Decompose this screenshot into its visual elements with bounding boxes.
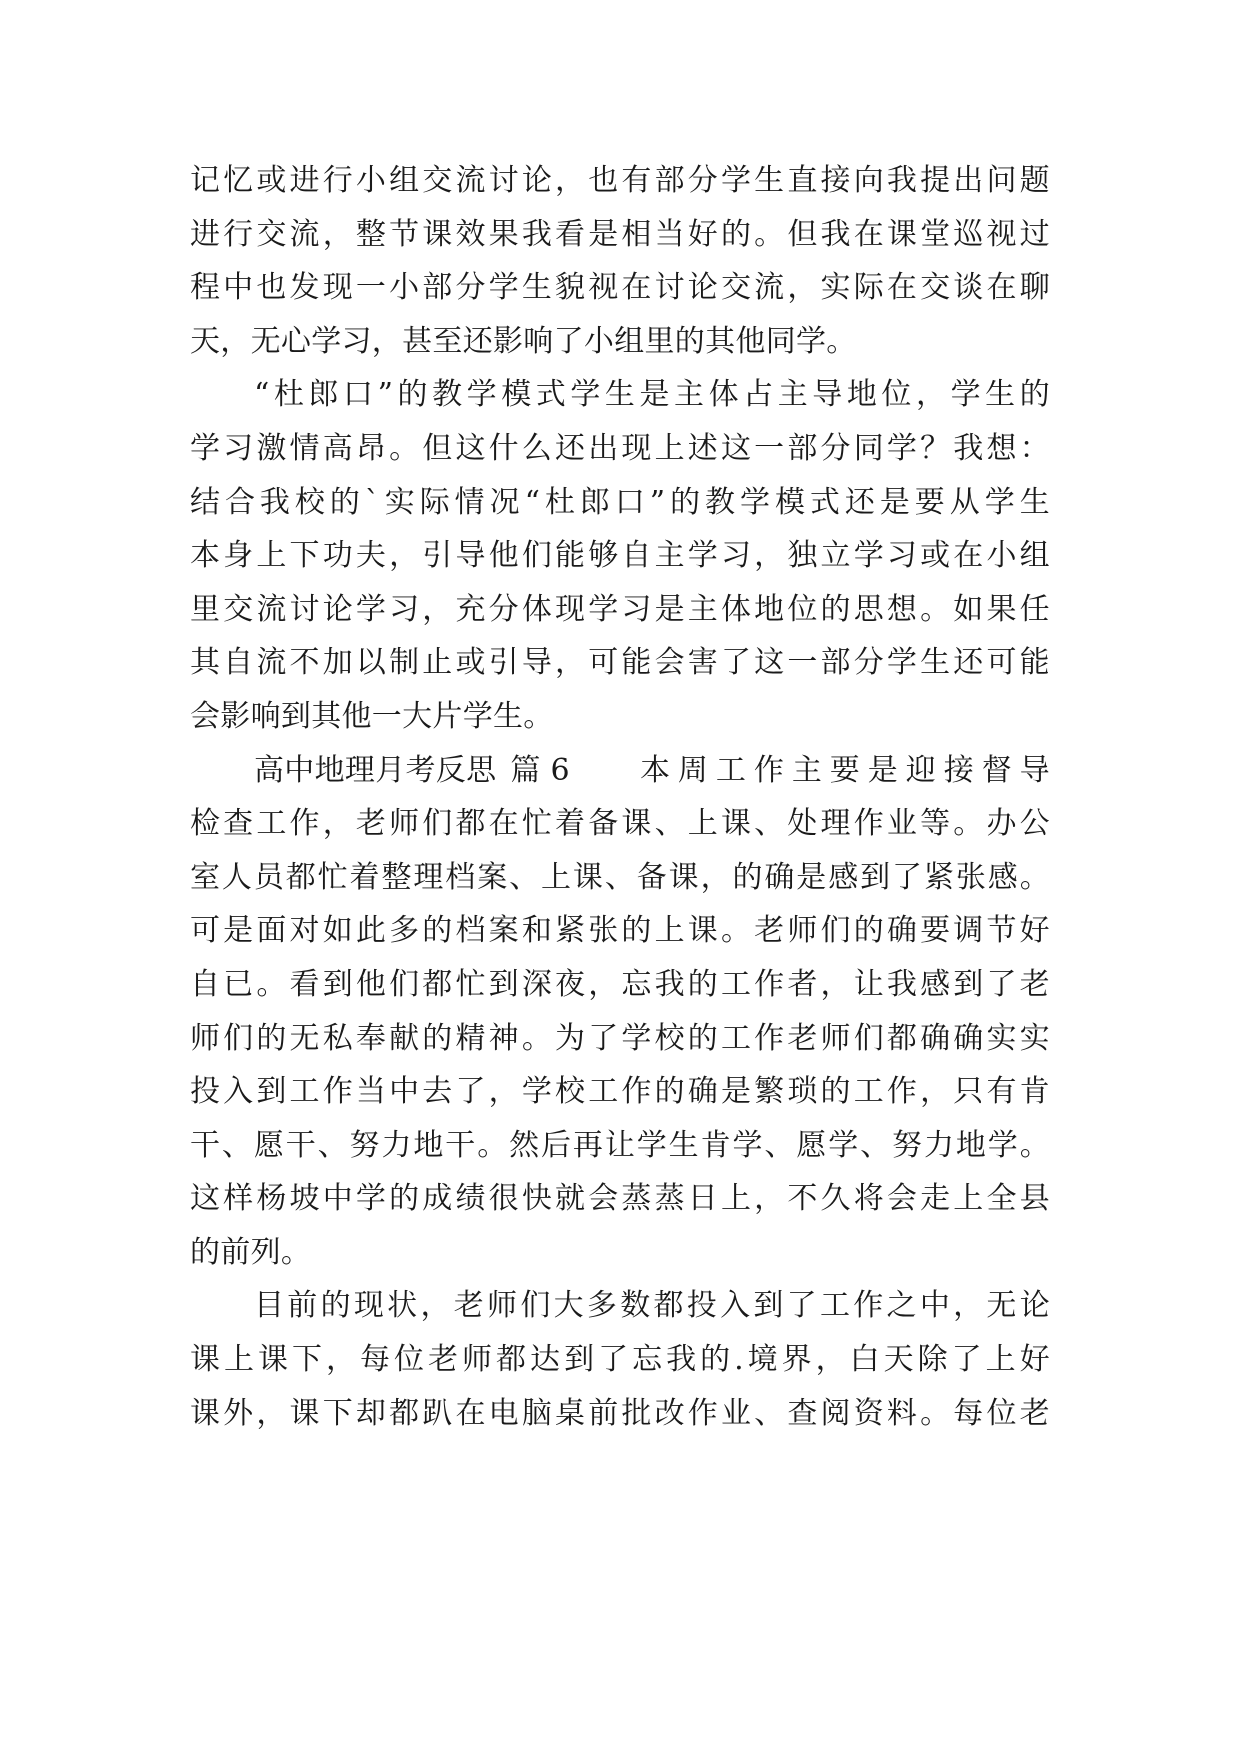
text-line: 自已。看到他们都忙到深夜，忘我的工作者，让我感到了老 bbox=[190, 966, 1050, 1002]
text-line: 检查工作，老师们都在忙着备课、上课、处理作业等。办公 bbox=[190, 806, 1050, 842]
section-title: 高中地理月考反思 bbox=[254, 752, 497, 788]
text-line: 师们的无私奉献的精神。为了学校的工作老师们都确确实实 bbox=[190, 1020, 1050, 1056]
text-line: “杜郎口”的教学模式学生是主体占主导地位，学生的 bbox=[254, 377, 1050, 413]
text-line: 这样杨坡中学的成绩很快就会蒸蒸日上，不久将会走上全县 bbox=[190, 1181, 1050, 1217]
text-line: 本身上下功夫，引导他们能够自主学习，独立学习或在小组 bbox=[190, 538, 1050, 574]
text-line: 里交流讨论学习，充分体现学习是主体地位的思想。如果任 bbox=[190, 591, 1050, 627]
document-body bbox=[190, 154, 1050, 1440]
text-line: 课外，课下却都趴在电脑桌前批改作业、查阅资料。每位老 bbox=[190, 1395, 1050, 1431]
text-line: 可是面对如此多的档案和紧张的上课。老师们的确要调节好 bbox=[190, 913, 1050, 949]
text-line: 室人员都忙着整理档案、上课、备课，的确是感到了紧张感。 bbox=[190, 859, 1050, 895]
text-line: 课上课下，每位老师都达到了忘我的.境界，白天除了上好 bbox=[190, 1342, 1050, 1378]
text-line: 记忆或进行小组交流讨论，也有部分学生直接向我提出问题 bbox=[190, 163, 1050, 198]
section-number: 篇 6 bbox=[510, 752, 570, 788]
text-line: 结合我校的`实际情况“杜郎口”的教学模式还是要从学生 bbox=[190, 484, 1050, 520]
section-first-text: 本周工作主要是迎接督导 bbox=[639, 752, 1050, 788]
section-heading-line bbox=[190, 744, 1050, 798]
text-line: 目前的现状，老师们大多数都投入到了工作之中，无论 bbox=[254, 1288, 1050, 1324]
text-line: 干、愿干、努力地干。然后再让学生肯学、愿学、努力地学。 bbox=[190, 1127, 1050, 1163]
text-line: 投入到工作当中去了，学校工作的确是繁琐的工作，只有肯 bbox=[190, 1074, 1050, 1110]
text-line: 会影响到其他一大片学生。 bbox=[190, 698, 554, 734]
text-line: 进行交流，整节课效果我看是相当好的。但我在课堂巡视过 bbox=[190, 216, 1050, 252]
text-line: 的前列。 bbox=[190, 1234, 312, 1270]
text-line: 学习激情高昂。但这什么还出现上述这一部分同学？我想： bbox=[190, 430, 1050, 466]
text-line: 程中也发现一小部分学生貌视在讨论交流，实际在交谈在聊 bbox=[190, 270, 1050, 306]
text-line: 其自流不加以制止或引导，可能会害了这一部分学生还可能 bbox=[190, 645, 1050, 681]
text-line: 天，无心学习，甚至还影响了小组里的其他同学。 bbox=[190, 323, 857, 359]
